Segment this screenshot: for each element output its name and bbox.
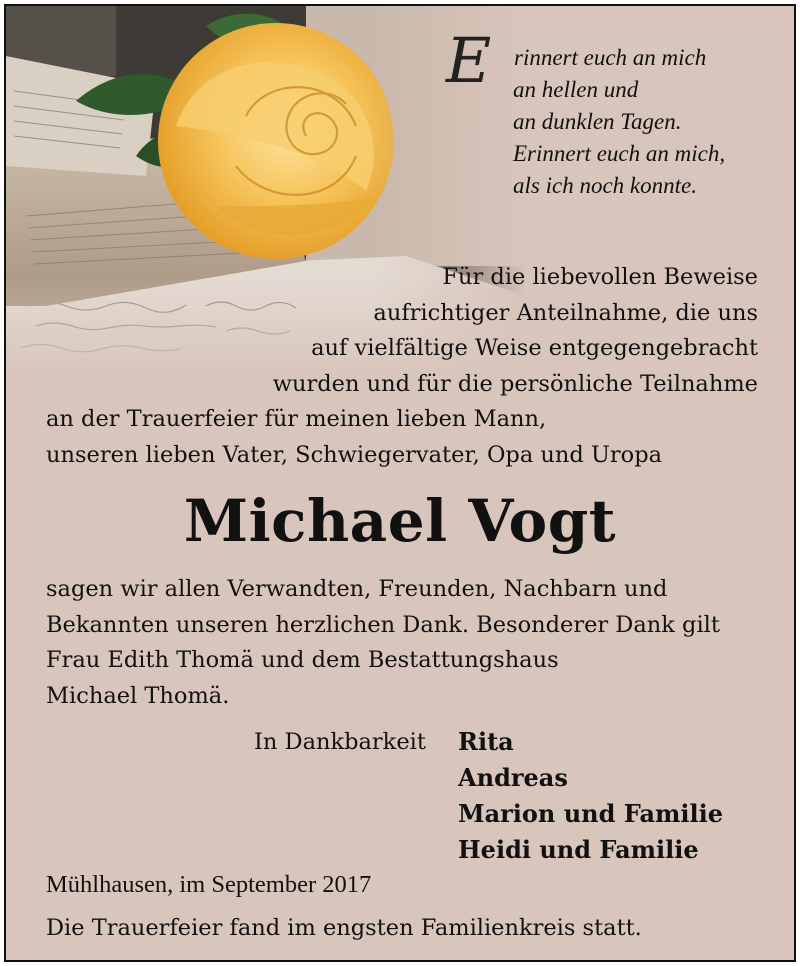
poem-line: an dunklen Tagen. bbox=[513, 109, 682, 134]
poem-line: Erinnert euch an mich, bbox=[513, 141, 726, 166]
thanks-text bbox=[46, 572, 720, 714]
signature-name: Rita bbox=[458, 727, 514, 756]
place-date: Mühlhausen, im September 2017 bbox=[46, 871, 372, 898]
thanks-line: Frau Edith Thomä und dem Bestattungshaus bbox=[46, 647, 559, 673]
poem-line: an hellen und bbox=[513, 77, 639, 102]
poem-line: rinnert euch an mich bbox=[514, 45, 707, 70]
signature-label: In Dankbarkeit bbox=[254, 729, 426, 755]
obituary-card bbox=[4, 4, 796, 962]
funeral-note: Die Trauerfeier fand im engsten Familienkreis statt. bbox=[46, 915, 642, 941]
intro-text-continued bbox=[46, 402, 662, 473]
poem-initial: E bbox=[446, 24, 492, 97]
signature-names bbox=[458, 724, 723, 868]
signature-name: Andreas bbox=[458, 763, 568, 792]
deceased-name: Michael Vogt bbox=[183, 487, 617, 555]
intro-line: auf vielfältige Weise entgegengebracht bbox=[311, 335, 758, 361]
signature-name: Marion und Familie bbox=[458, 799, 724, 828]
intro-line: unseren lieben Vater, Schwiegervater, Opa und Uropa bbox=[46, 441, 663, 468]
intro-line: wurden und für die persönliche Teilnahme bbox=[272, 370, 758, 397]
thanks-line: Michael Thomä. bbox=[46, 682, 230, 709]
poem-line: als ich noch konnte. bbox=[513, 173, 697, 198]
intro-line: Für die liebevollen Beweise bbox=[442, 264, 758, 290]
intro-line: an der Trauerfeier für meinen lieben Mann, bbox=[46, 406, 547, 432]
thanks-line: Bekannten unseren herzlichen Dank. Besonderer Dank gilt bbox=[46, 611, 720, 638]
intro-text bbox=[273, 260, 758, 402]
thanks-line: sagen wir allen Verwandten, Freunden, Nachbarn und bbox=[46, 576, 668, 602]
intro-line: aufrichtiger Anteilnahme, die uns bbox=[373, 299, 758, 326]
poem bbox=[446, 24, 726, 202]
signature-name: Heidi und Familie bbox=[458, 835, 699, 864]
